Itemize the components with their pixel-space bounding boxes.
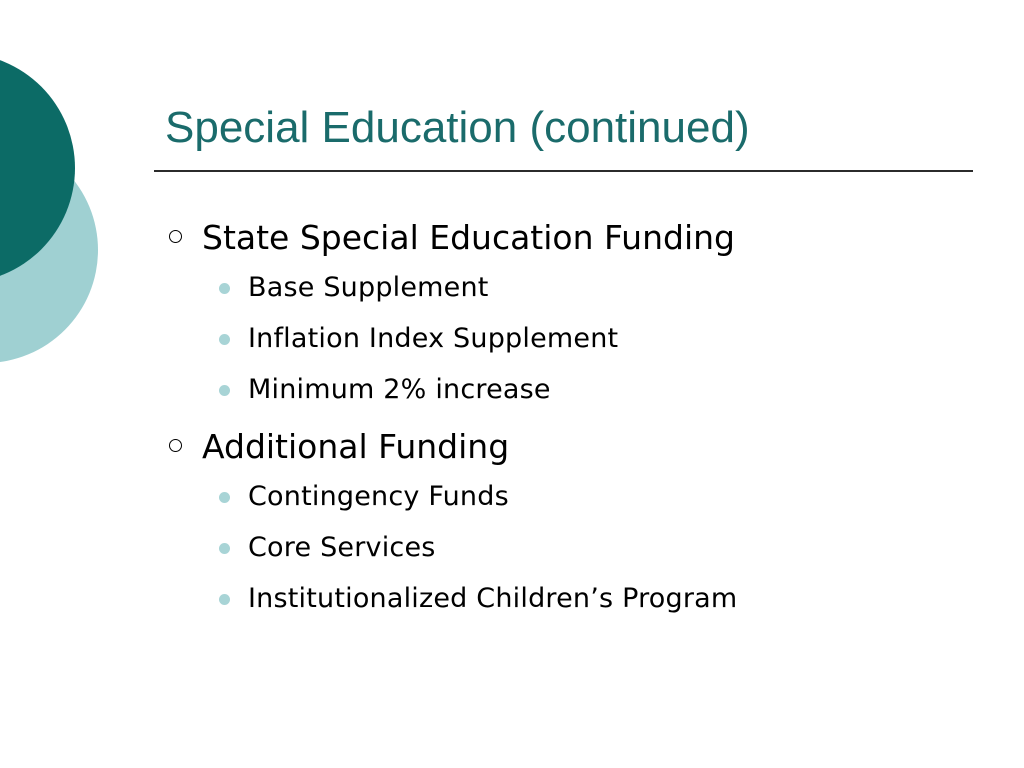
bullet-level2-text: Minimum 2% increase (248, 374, 551, 405)
title-divider (154, 170, 973, 172)
filled-dot-icon (219, 283, 230, 294)
bullet-level2-text: Institutionalized Children’s Program (248, 583, 738, 614)
slide-title: Special Education (continued) (165, 103, 750, 152)
bullet-level2-text: Inflation Index Supplement (248, 323, 619, 354)
slide-content (160, 212, 1000, 624)
bullet-level2 (160, 262, 1000, 313)
filled-dot-icon (219, 543, 230, 554)
bullet-level2-text: Contingency Funds (248, 481, 509, 512)
bullet-level2 (160, 313, 1000, 364)
filled-dot-icon (219, 385, 230, 396)
bullet-level2 (160, 573, 1000, 624)
bullet-level2-text: Core Services (248, 532, 436, 563)
bullet-level2 (160, 522, 1000, 573)
bullet-level1-text: State Special Education Funding (202, 217, 735, 257)
bullet-level2 (160, 471, 1000, 522)
bullet-level2-text: Base Supplement (248, 272, 489, 303)
filled-dot-icon (219, 334, 230, 345)
bullet-level1 (160, 212, 1000, 262)
filled-dot-icon (219, 492, 230, 503)
bullet-level2 (160, 364, 1000, 415)
bullet-level1-text: Additional Funding (202, 426, 510, 466)
bullet-level1 (160, 421, 1000, 471)
decorative-circles (0, 0, 110, 410)
filled-dot-icon (219, 594, 230, 605)
hollow-circle-icon (169, 439, 182, 452)
hollow-circle-icon (169, 230, 182, 243)
